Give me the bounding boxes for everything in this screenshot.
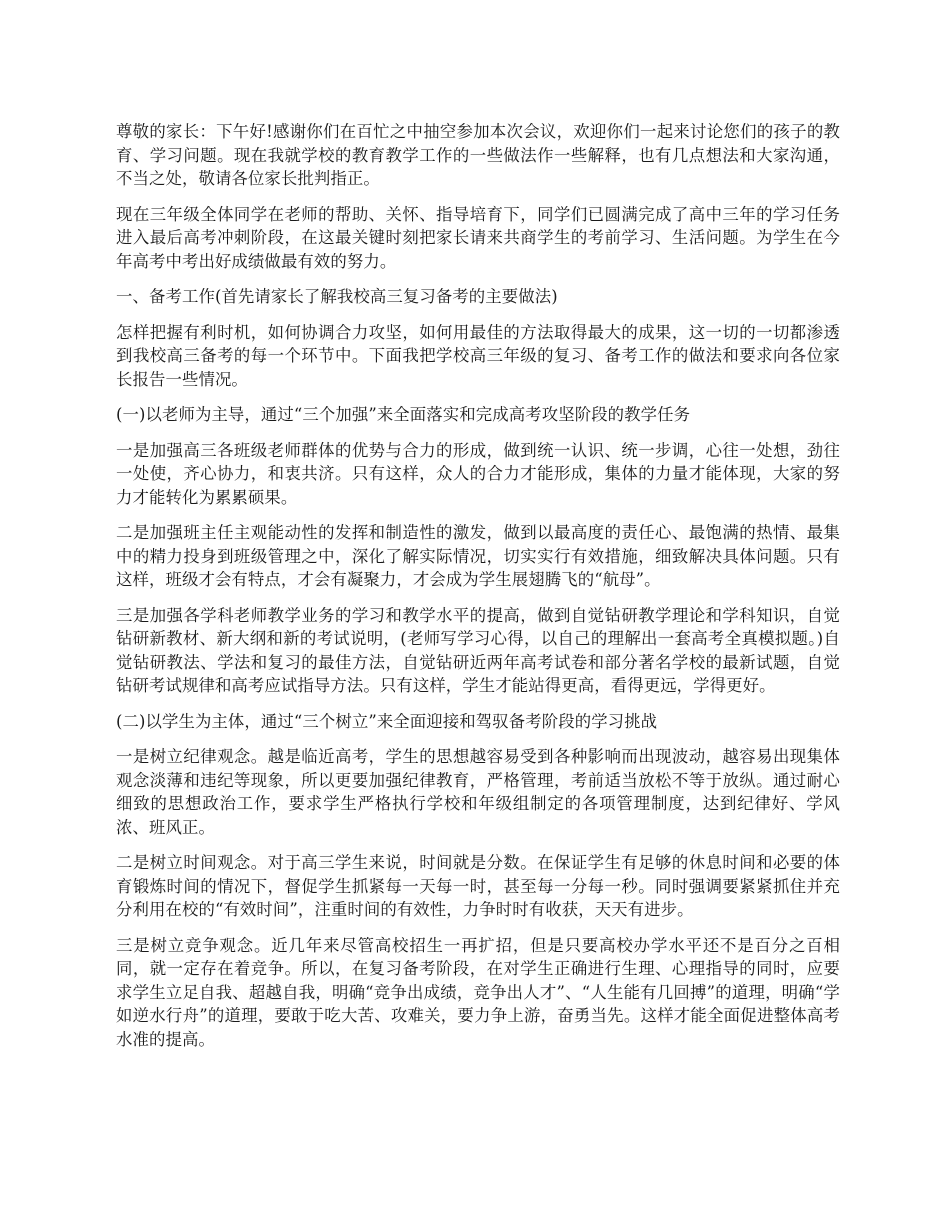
paragraph-greeting: 尊敬的家长：下午好!感谢你们在百忙之中抽空参加本次会议，欢迎你们一起来讨论您们的孩子的教育、学习问题。现在我就学校的教育教学工作的一些做法作一些解释，也有几点想法和大家沟通，不当之处，敬请各位家长批判指正。	[116, 122, 840, 188]
paragraph-students-point-2: 二是树立时间观念。对于高三学生来说，时间就是分数。在保证学生有足够的休息时间和必要的体育锻炼时间的情况下，督促学生抓紧每一天每一时，甚至每一分每一秒。同时强调要紧紧抓住并充分利用在校的“有效时间”，注重时间的有效性，力争时时有收获，天天有进步。	[116, 853, 840, 919]
paragraph-overview: 怎样把握有利时机，如何协调合力攻坚，如何用最佳的方法取得最大的成果，这一切的一切都渗透到我校高三备考的每一个环节中。下面我把学校高三年级的复习、备考工作的做法和要求向各位家长报告一些情况。	[116, 322, 840, 389]
paragraph-intro: 现在三年级全体同学在老师的帮助、关怀、指导培育下，同学们已圆满完成了高中三年的学习任务进入最后高考冲刺阶段，在这最关键时刻把家长请来共商学生的考前学习、生活问题。为学生在今年高考中考出好成绩做最有效的努力。	[116, 204, 840, 271]
section-heading-exam-prep: 一、备考工作(首先请家长了解我校高三复习备考的主要做法)	[116, 287, 558, 306]
paragraph-teachers-point-3: 三是加强各学科老师教学业务的学习和教学水平的提高，做到自觉钻研教学理论和学科知识，自觉钻研新教材、新大纲和新的考试说明，(老师写学习心得，以自己的理解出一套高考全真模拟题。)自觉钻研教法、学法和复习的最佳方法，自觉钻研近两年高考试卷和部分著名学校的最新试题，自觉钻研考试规律和高考应试指导方法。只有这样，学生才能站得更高，看得更远，学得更好。	[116, 605, 840, 695]
subsection-heading-students: (二)以学生为主体，通过“三个树立”来全面迎接和驾驭备考阶段的学习挑战	[116, 711, 658, 731]
paragraph-teachers-point-2: 二是加强班主任主观能动性的发挥和制造性的激发，做到以最高度的责任心、最饱满的热情、最集中的精力投身到班级管理之中，深化了解实际情况，切实实行有效措施，细致解决具体问题。只有这样，班级才会有特点，才会有凝聚力，才会成为学生展翅腾飞的“航母”。	[116, 523, 840, 589]
paragraph-students-point-1: 一是树立纪律观念。越是临近高考，学生的思想越容易受到各种影响而出现波动，越容易出现集体观念淡薄和违纪等现象，所以更要加强纪律教育，严格管理，考前适当放松不等于放纵。通过耐心细致的思想政治工作，要求学生严格执行学校和年级组制定的各项管理制度，达到纪律好、学风浓、班风正。	[116, 747, 840, 837]
subsection-heading-teachers: (一)以老师为主导，通过“三个加强”来全面落实和完成高考攻坚阶段的教学任务	[116, 405, 691, 424]
paragraph-students-point-3: 三是树立竞争观念。近几年来尽管高校招生一再扩招，但是只要高校办学水平还不是百分之百相同，就一定存在着竞争。所以，在复习备考阶段，在对学生正确进行生理、心理指导的同时，应要求学生立足自我、超越自我，明确“竞争出成绩，竞争出人才”、“人生能有几回搏”的道理，明确“学如逆水行舟”的道理，要敢于吃大苦、攻难关，要力争上游，奋勇当先。这样才能全面促进整体高考水准的提高。	[116, 935, 840, 1049]
document-body	[116, 120, 840, 1063]
paragraph-teachers-point-1: 一是加强高三各班级老师群体的优势与合力的形成，做到统一认识、统一步调，心往一处想，劲往一处使，齐心协力，和衷共济。只有这样，众人的合力才能形成，集体的力量才能体现，大家的努力才能转化为累累硕果。	[116, 440, 840, 507]
